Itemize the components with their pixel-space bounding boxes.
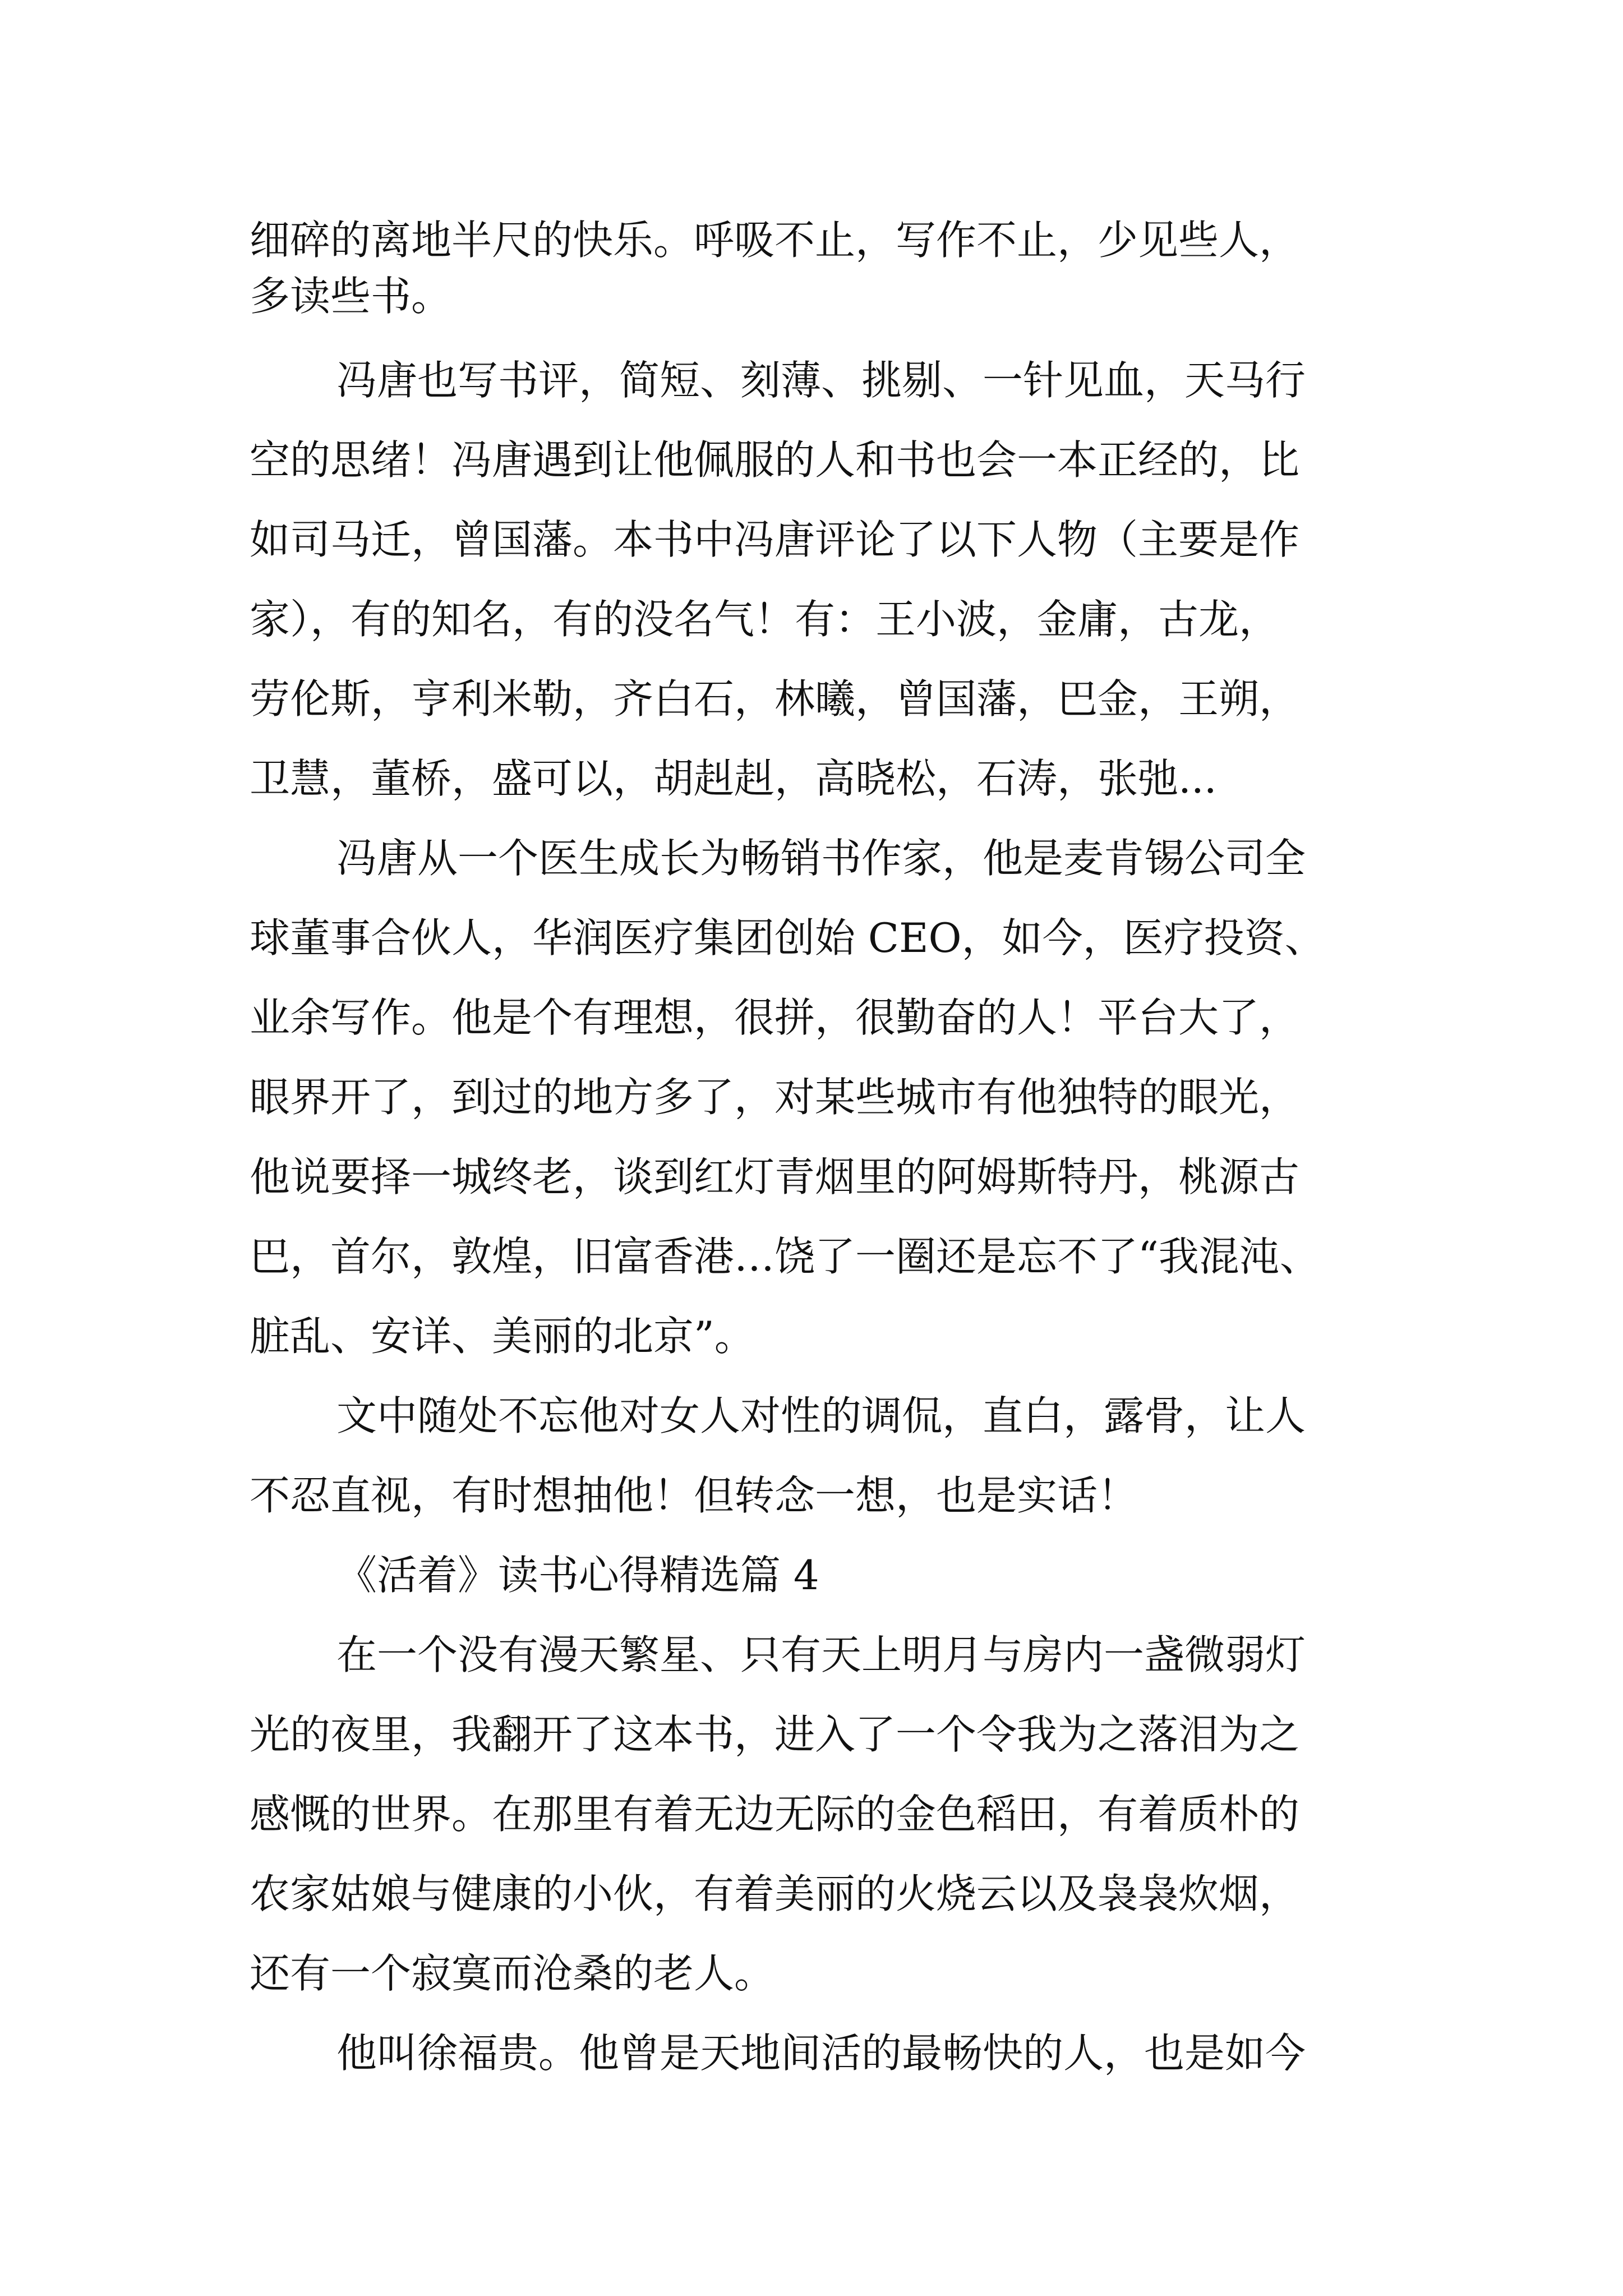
text-line: 劳伦斯，亨利米勒，齐白石，林曦，曾国藩，巴金，王朔， [250,675,1300,723]
text-line: 不忍直视，有时想抽他！但转念一想，也是实话！ [250,1472,1138,1519]
paragraph-first-line: 在一个没有漫天繁星、只有天上明月与房内一盏微弱灯 [336,1631,1306,1678]
text-line: 光的夜里，我翻开了这本书，进入了一个令我为之落泪为之 [250,1711,1300,1758]
section-heading: 《活着》读书心得精选篇 4 [336,1552,819,1599]
paragraph-first-line: 文中随处不忘他对女人对性的调侃，直白，露骨，让人 [336,1392,1306,1439]
text-line: 农家姑娘与健康的小伙，有着美丽的火烧云以及袅袅炊烟， [250,1870,1300,1917]
text-line: 卫慧，董桥，盛可以，胡赳赳，高晓松，石涛，张弛... [250,755,1217,802]
text-line: 巴，首尔，敦煌，旧富香港…饶了一圈还是忘不了“我混沌、 [250,1233,1320,1280]
text-line: 家），有的知名，有的没名气！有：王小波，金庸，古龙， [250,596,1280,643]
text-line: 眼界开了，到过的地方多了，对某些城市有他独特的眼光， [250,1074,1300,1121]
text-line: 空的思绪！冯唐遇到让他佩服的人和书也会一本正经的，比 [250,436,1300,484]
text-line: 他说要择一城终老，谈到红灯青烟里的阿姆斯特丹，桃源古 [250,1153,1300,1200]
text-line: 业余写作。他是个有理想，很拼，很勤奋的人！平台大了， [250,994,1300,1041]
text-line: 球董事合伙人，华润医疗集团创始 CEO，如今，医疗投资、 [250,914,1325,961]
paragraph-first-line: 冯唐从一个医生成长为畅销书作家，他是麦肯锡公司全 [336,835,1306,882]
text-line: 脏乱、安详、美丽的北京”。 [250,1313,755,1360]
paragraph-first-line: 他叫徐福贵。他曾是天地间活的最畅快的人，也是如今 [336,2030,1306,2077]
text-line: 细碎的离地半尺的快乐。呼吸不止，写作不止，少见些人， [250,217,1300,264]
paragraph-first-line: 冯唐也写书评，简短、刻薄、挑剔、一针见血，天马行 [336,357,1306,404]
text-line: 感慨的世界。在那里有着无边无际的金色稻田，有着质朴的 [250,1791,1300,1838]
text-line: 如司马迁，曾国藩。本书中冯唐评论了以下人物（主要是作 [250,516,1300,563]
text-line: 多读些书。 [250,273,452,320]
text-line: 还有一个寂寞而沧桑的老人。 [250,1950,775,1997]
